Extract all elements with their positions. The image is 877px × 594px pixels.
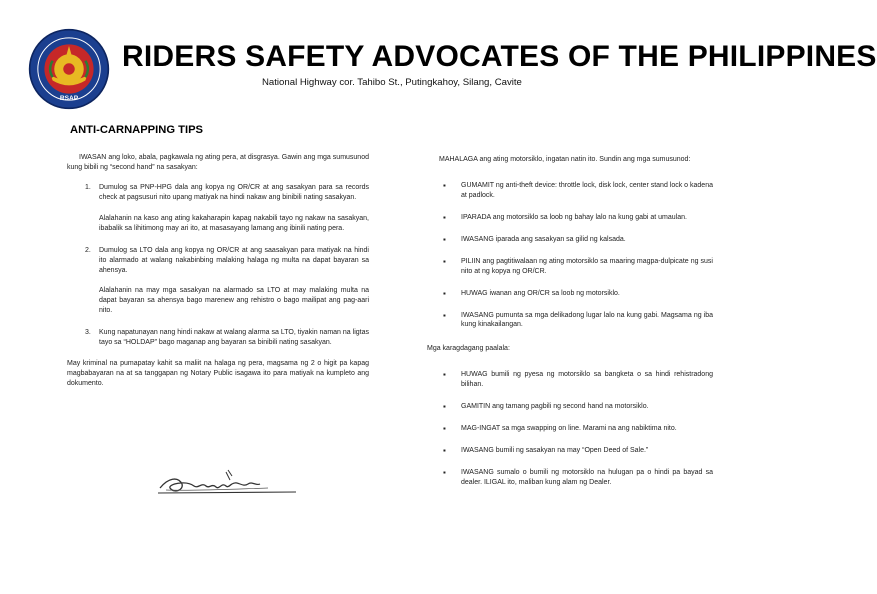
item-text: Dumulog sa LTO dala ang kopya ng OR/CR at ang saasakyan para matiyak na hindi ito alarmado at walang nakabinbing malaking halaga ng multa na dapat bayaran sa ahensya.: [99, 246, 369, 274]
bullet-icon: ▪: [443, 310, 446, 320]
bullet-icon: ▪: [443, 446, 446, 456]
right-column: [427, 155, 713, 488]
bullet-item: [427, 446, 713, 456]
bullet-item: [427, 235, 713, 245]
bullet-item: [427, 370, 713, 390]
org-address: National Highway cor. Tahibo St., Putingkahoy, Silang, Cavite: [262, 77, 522, 88]
signature: [156, 466, 298, 500]
bullet-text: IWASANG bumili ng sasakyan na may “Open Deed of Sale.”: [461, 447, 649, 455]
bullet-text: IPARADA ang motorsiklo sa loob ng bahay lalo na kung gabi at umaulan.: [461, 213, 687, 221]
bullet-icon: ▪: [443, 424, 446, 434]
bullet-text: HUWAG bumili ng pyesa ng motorsiklo sa bangketa o sa hindi rehistradong bilihan.: [461, 371, 713, 389]
bullet-text: IWASANG iparada ang sasakyan sa gilid ng kalsada.: [461, 235, 626, 243]
bullet-icon: ▪: [443, 402, 446, 412]
numbered-item-1: [67, 183, 369, 234]
bullet-item: [427, 289, 713, 299]
bullet-item: [427, 402, 713, 412]
document-title: ANTI-CARNAPPING TIPS: [70, 124, 204, 136]
bullet-item: [427, 468, 713, 488]
left-intro: IWASAN ang loko, abala, pagkawala ng ating pera, at disgrasya. Gawin ang mga sumusunod kung bibili ng “second hand” na sasakyan:: [67, 154, 369, 171]
bullet-item: [427, 181, 713, 201]
bullet-text: IWASANG pumunta sa mga delikadong lugar lalo na kung gabi. Magsama ng iba kung kinakailangan.: [461, 311, 713, 329]
item-number: 3.: [85, 329, 91, 337]
bullet-text: GAMITIN ang tamang pagbili ng second hand na motorsiklo.: [461, 403, 649, 411]
bullet-text: GUMAMIT ng anti-theft device: throttle lock, disk lock, center stand lock o kadena at padlock.: [461, 181, 713, 199]
bullet-item: [427, 257, 713, 277]
bullet-icon: ▪: [443, 288, 446, 298]
item-note: Alalahanin na kaso ang ating kakaharapin kapag nakabili tayo ng nakaw na sasakyan, ibabalik sa lihitimong may ari ito, at masasayang lamang ang ibinili nating pera.: [99, 214, 369, 232]
item-number: 1.: [85, 183, 91, 191]
bullet-icon: ▪: [443, 212, 446, 222]
bullet-icon: ▪: [443, 370, 446, 380]
left-column: [67, 153, 369, 389]
item-text: Dumulog sa PNP-HPG dala ang kopya ng OR/CR at ang sasakyan para sa records check at pagsusuri nito upang matiyak na hindi nakaw ang binibili nating sasakyan.: [99, 183, 369, 201]
bullet-item: [427, 213, 713, 223]
logo-text: RSAP: [59, 95, 79, 103]
bullet-icon: ▪: [443, 180, 446, 190]
bullet-text: MAG-INGAT sa mga swapping on line. Marami na ang nabiktima nito.: [461, 425, 677, 433]
bullet-text: IWASANG sumalo o bumili ng motorsiklo na hulugan pa o hindi pa bayad sa dealer. ILIGAL ito, maliban kung alam ng Dealer.: [461, 469, 713, 486]
bullet-icon: ▪: [443, 234, 446, 244]
right-intro: MAHALAGA ang ating motorsiklo, ingatan natin ito. Sundin ang mga sumusunod:: [439, 156, 691, 163]
item-note: Alalahanin na may mga sasakyan na alarmado sa LTO at may malaking multa na dapat bayaran sa ahensya bago marenew ang rehistro o bago mailipat ang pag-aari nito.: [99, 287, 369, 315]
item-text: Kung napatunayan nang hindi nakaw at walang alarma sa LTO, tiyakin naman na ligtas tayo sa “HOLDAP” bago maganap ang bayaran sa binibili nating sasakyan.: [99, 329, 369, 347]
item-number: 2.: [85, 246, 91, 254]
bullet-text: HUWAG iwanan ang OR/CR sa loob ng motorsiklo.: [461, 289, 620, 297]
org-title: RIDERS SAFETY ADVOCATES OF THE PHILIPPINES: [122, 40, 877, 73]
bullet-icon: ▪: [443, 256, 446, 266]
bullet-item: [427, 311, 713, 331]
left-closing: May kriminal na pumapatay kahit sa maliit na halaga ng pera, magsama ng 2 o higit pa kapag magbabayaran na at sa tanggapan ng Notary Public isagawa ito para matiyak na kumpleto ang dokumento.: [67, 360, 369, 387]
bullet-text: PILIIN ang pagtitiwalaan ng ating motorsiklo sa maaring magpa-dulpicate ng susi nito at ng kopya ng OR/CR.: [461, 257, 713, 275]
rsap-logo: [28, 28, 110, 110]
additional-reminders-heading: Mga karagdagang paalala:: [427, 345, 510, 353]
bullet-icon: ▪: [443, 468, 446, 477]
bullet-item: [427, 424, 713, 434]
numbered-item-3: [67, 328, 369, 348]
numbered-item-2: [67, 246, 369, 317]
